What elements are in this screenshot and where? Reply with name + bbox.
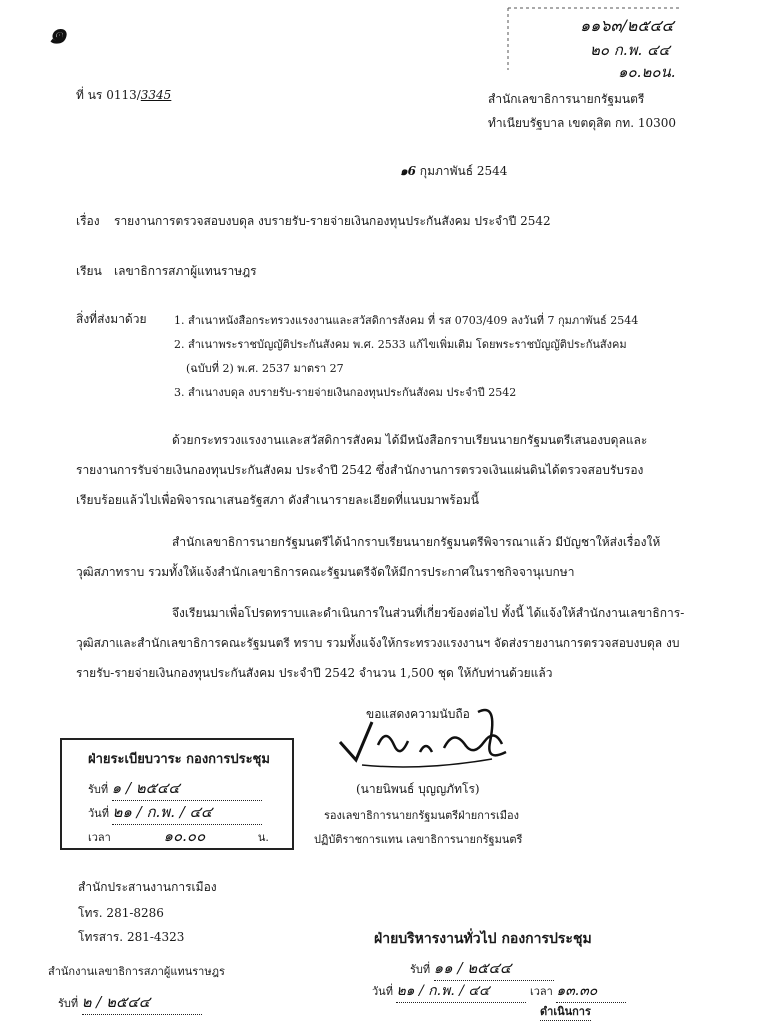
stamp-bottom-right-recv-label: รับที่ [410,963,431,976]
stamp-bottom-right-date-value: ๒๑ / ก.พ. / ๔๔ [396,980,526,1003]
stamp-top-right-date: ๒๐ ก.พ. ๔๔ [590,41,670,59]
enclosure-item-3: 3. สำเนางบดุล งบรายรับ-รายจ่ายเงินกองทุนประกันสังคม ประจำปี 2542 [174,386,517,399]
stamp-bottom-left-recv-label: รับที่ [58,997,79,1010]
body-p1-line-3: เรียบร้อยแล้วไปเพื่อพิจารณาเสนอรัฐสภา ดังสำเนารายละเอียดที่แนบมาพร้อมนี้ [76,493,479,507]
stamp-bottom-left-recv-value: ๒ / ๒๕๔๔ [82,990,202,1015]
contact-tel: โทร. 281-8286 [78,906,164,920]
stamp-bottom-right-recv [410,956,554,981]
stamp-bottom-right-date [372,980,626,1003]
stamp-bottom-right-date-label: วันที่ [372,985,393,998]
signer-name: (นายนิพนธ์ บุญญภัทโร) [356,782,480,796]
stamp-bottom-left-office: สำนักงานเลขาธิการสภาผู้แทนราษฎร [48,965,225,978]
stamp-registry-recv-value: ๑ / ๒๕๔๔ [112,776,262,801]
stamp-registry-date [88,800,262,825]
reference-number-value: 3345 [140,88,172,102]
signer-position-1: รองเลขาธิการนายกรัฐมนตรีฝ่ายการเมือง [324,809,519,822]
enclosure-item-2-cont: (ฉบับที่ 2) พ.ศ. 2537 มาตรา 27 [186,362,344,375]
stamp-registry-recv [88,776,262,801]
subject-text: รายงานการตรวจสอบงบดุล งบรายรับ-รายจ่ายเงินกองทุนประกันสังคม ประจำปี 2542 [114,214,551,228]
stamp-registry-time-value: ๑๐.๐๐ [114,824,254,849]
enclosures-label: สิ่งที่ส่งมาด้วย [76,312,147,326]
stamp-registry-date-value: ๒๑ / ก.พ. / ๔๔ [112,800,262,825]
stamp-registry [60,738,294,850]
stamp-registry-time-label: เวลา [88,831,111,844]
stamp-bottom-right-title: ฝ่ายบริหารงานทั่วไป กองการประชุม [374,931,592,947]
page-number: ๑ [48,16,68,51]
sender-address: ทำเนียบรัฐบาล เขตดุสิต กท. 10300 [488,116,676,130]
reference-prefix: ที่ นร 0113/ [76,88,141,102]
body-p2-line-1: สำนักเลขาธิการนายกรัฐมนตรีได้นำกราบเรียนนายกรัฐมนตรีพิจารณาแล้ว มีบัญชาให้ส่งเรื่องให้ [172,535,661,549]
stamp-registry-title: ฝ่ายระเบียบวาระ กองการประชุม [88,752,270,767]
contact-fax: โทรสาร. 281-4323 [78,930,185,944]
stamp-bottom-right-time-label: เวลา [529,985,553,998]
stamp-bottom-left-recv [58,990,202,1015]
stamp-bottom-right-time-value: ๑๓.๓๐ [556,980,626,1003]
body-p3-line-3: รายรับ-รายจ่ายเงินกองทุนประกันสังคม ประจำปี 2542 จำนวน 1,500 ชุด ให้กับท่านด้วยแล้ว [76,666,553,680]
body-p3-line-2: วุฒิสภาและสำนักเลขาธิการคณะรัฐมนตรี ทราบ รวมทั้งแจ้งให้กระทรวงแรงงานฯ จัดส่งรายงานการตรวจสอบงบดุล งบ [76,636,680,650]
contact-office: สำนักประสานงานการเมือง [78,880,217,894]
stamp-registry-date-label: วันที่ [88,807,109,820]
body-p2-line-2: วุฒิสภาทราบ รวมทั้งให้แจ้งสำนักเลขาธิการคณะรัฐมนตรีจัดให้มีการประกาศในราชกิจจานุเบกษา [76,565,575,579]
body-p1-line-2: รายงานการรับจ่ายเงินกองทุนประกันสังคม ประจำปี 2542 ซึ่งสำนักงานการตรวจเงินแผ่นดินได้ตรวจสอบรับรอง [76,463,644,477]
letter-date-month-year: กุมภาพันธ์ 2544 [419,164,508,178]
letter-date-day: ๑6 [400,164,416,178]
addressee-text: เลขาธิการสภาผู้แทนราษฎร [114,264,257,278]
addressee-label: เรียน [76,264,102,278]
stamp-registry-time [88,824,269,849]
signer-position-2: ปฏิบัติราชการแทน เลขาธิการนายกรัฐมนตรี [314,833,523,846]
stamp-bottom-right-action-value: ดำเนินการ [540,1002,591,1021]
stamp-bottom-right-action [540,1002,591,1021]
stamp-registry-recv-label: รับที่ [88,783,109,796]
stamp-registry-time-suffix: น. [257,831,269,844]
enclosure-item-2: 2. สำเนาพระราชบัญญัติประกันสังคม พ.ศ. 2533 แก้ไขเพิ่มเติม โดยพระราชบัญญัติประกันสังคม [174,338,627,351]
subject-label: เรื่อง [76,214,100,228]
body-p1-line-1: ด้วยกระทรวงแรงงานและสวัสดิการสังคม ได้มีหนังสือกราบเรียนนายกรัฐมนตรีเสนองบดุลและ [172,433,648,447]
stamp-top-right-time: ๑๐.๒๐น. [618,63,676,81]
sender-office: สำนักเลขาธิการนายกรัฐมนตรี [488,92,645,106]
closing: ขอแสดงความนับถือ [366,707,470,721]
body-p3-line-1: จึงเรียนมาเพื่อโปรดทราบและดำเนินการในส่วนที่เกี่ยวข้องต่อไป ทั้งนี้ ได้แจ้งให้สำนักงานเลขาธิการ- [172,606,685,620]
enclosure-item-1: 1. สำเนาหนังสือกระทรวงแรงงานและสวัสดิการสังคม ที่ รส 0703/409 ลงวันที่ 7 กุมภาพันธ์ 2544 [174,314,639,327]
stamp-bottom-right-recv-value: ๑๑ / ๒๕๔๔ [434,956,554,981]
stamp-top-right-number: ๑๑๖๓/๒๕๔๔ [580,16,674,35]
